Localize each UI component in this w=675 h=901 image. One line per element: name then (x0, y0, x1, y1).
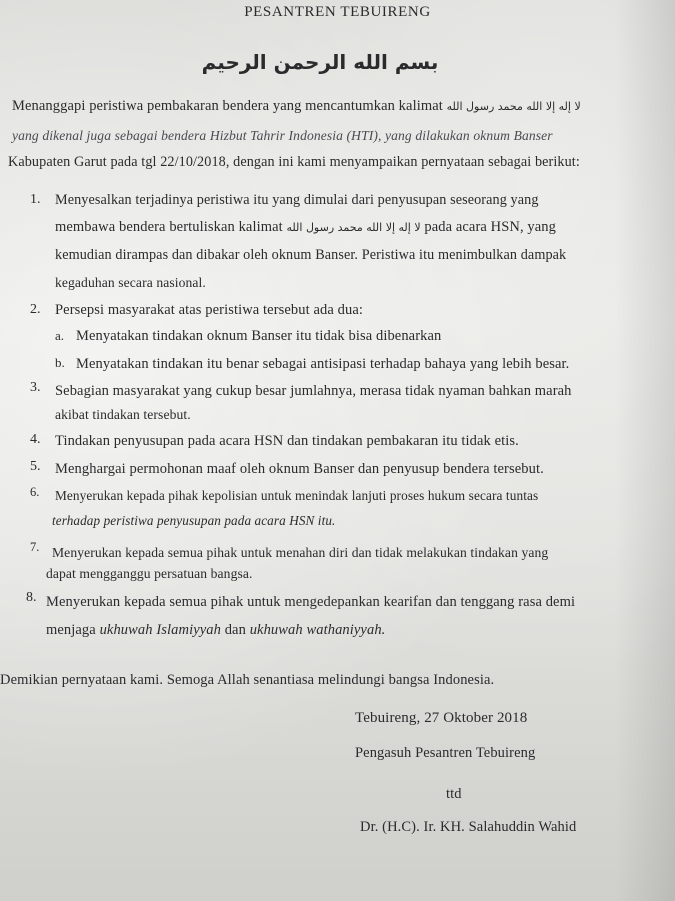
item-number: 8. (26, 590, 37, 605)
item-number: 1. (30, 192, 41, 207)
item-number: 4. (30, 432, 41, 447)
item-3-line-1: Sebagian masyarakat yang cukup besar jumlahnya, merasa tidak nyaman bahkan marah (55, 383, 572, 399)
arabic-kalimat: لا إله إلا الله محمد رسول الله (446, 100, 581, 113)
item-6-line-1: Menyerukan kepada pihak kepolisian untuk menindak lanjuti proses hukum secara tuntas (55, 488, 539, 503)
page-shadow (615, 0, 675, 901)
item-number: 7. (30, 540, 40, 554)
intro-text-1: Menanggapi peristiwa pembakaran bendera yang mencantumkan kalimat (12, 98, 443, 114)
item-2-sub-a: Menyatakan tindakan oknum Banser itu tidak bisa dibenarkan (76, 328, 442, 344)
item-4-line-1: Tindakan penyusupan pada acara HSN dan tindakan pembakaran itu tidak etis. (55, 433, 519, 449)
place-date: Tebuireng, 27 Oktober 2018 (355, 710, 528, 726)
item-8-text-a: menjaga (46, 622, 96, 638)
item-2-line-1: Persepsi masyarakat atas peristiwa tersebut ada dua: (55, 302, 363, 318)
item-8-text-b: ukhuwah Islamiyyah (99, 622, 221, 638)
item-1-text-b: pada acara HSN, yang (424, 219, 556, 235)
ttd-mark: ttd (446, 786, 462, 802)
item-number: 2. (30, 302, 41, 317)
item-8-line-1: Menyerukan kepada semua pihak untuk mengedepankan kearifan dan tenggang rasa demi (46, 594, 576, 610)
item-1-line-2 (55, 218, 556, 237)
item-number: 5. (30, 459, 41, 474)
item-1-text-a: membawa bendera bertuliskan kalimat (55, 219, 283, 235)
item-8-text-d: ukhuwah wathaniyyah. (249, 622, 386, 638)
item-2-sub-b: Menyatakan tindakan itu benar sebagai antisipasi terhadap bahaya yang lebih besar. (76, 356, 570, 372)
intro-line-3: Kabupaten Garut pada tgl 22/10/2018, dengan ini kami menyampaikan pernyataan sebagai berikut: (8, 154, 580, 170)
arabic-kalimat: لا إله إلا الله محمد رسول الله (286, 221, 421, 234)
signatory-role: Pengasuh Pesantren Tebuireng (355, 745, 536, 761)
signatory-name: Dr. (H.C). Ir. KH. Salahuddin Wahid (360, 819, 577, 835)
item-number: 6. (30, 485, 40, 499)
item-8-text-c: dan (224, 622, 246, 638)
sub-item-letter: a. (55, 328, 65, 343)
intro-line-1 (12, 97, 581, 116)
basmalah: بسم الله الرحمن الرحيم (201, 50, 439, 74)
item-6-line-2: terhadap peristiwa penyusupan pada acara HSN itu. (52, 513, 336, 528)
item-7-line-1: Menyerukan kepada semua pihak untuk menahan diri dan tidak melakukan tindakan yang (52, 545, 549, 560)
page-title: PESANTREN TEBUIRENG (244, 4, 431, 20)
sub-item-letter: b. (55, 355, 65, 370)
item-1-line-4: kegaduhan secara nasional. (55, 275, 206, 290)
item-number: 3. (30, 380, 41, 395)
intro-line-2: yang dikenal juga sebagai bendera Hizbut Tahrir Indonesia (HTI), yang dilakukan oknum Banser (12, 128, 553, 143)
item-1-line-1: Menyesalkan terjadinya peristiwa itu yang dimulai dari penyusupan seseorang yang (55, 192, 539, 208)
item-5-line-1: Menghargai permohonan maaf oleh oknum Banser dan penyusup bendera tersebut. (55, 461, 544, 477)
item-8-line-2 (46, 621, 385, 639)
item-1-line-3: kemudian dirampas dan dibakar oleh oknum Banser. Peristiwa itu menimbulkan dampak (55, 247, 567, 263)
closing-statement: Demikian pernyataan kami. Semoga Allah senantiasa melindungi bangsa Indonesia. (0, 672, 495, 688)
item-3-line-2: akibat tindakan tersebut. (55, 407, 191, 422)
item-7-line-2: dapat mengganggu persatuan bangsa. (46, 566, 253, 581)
